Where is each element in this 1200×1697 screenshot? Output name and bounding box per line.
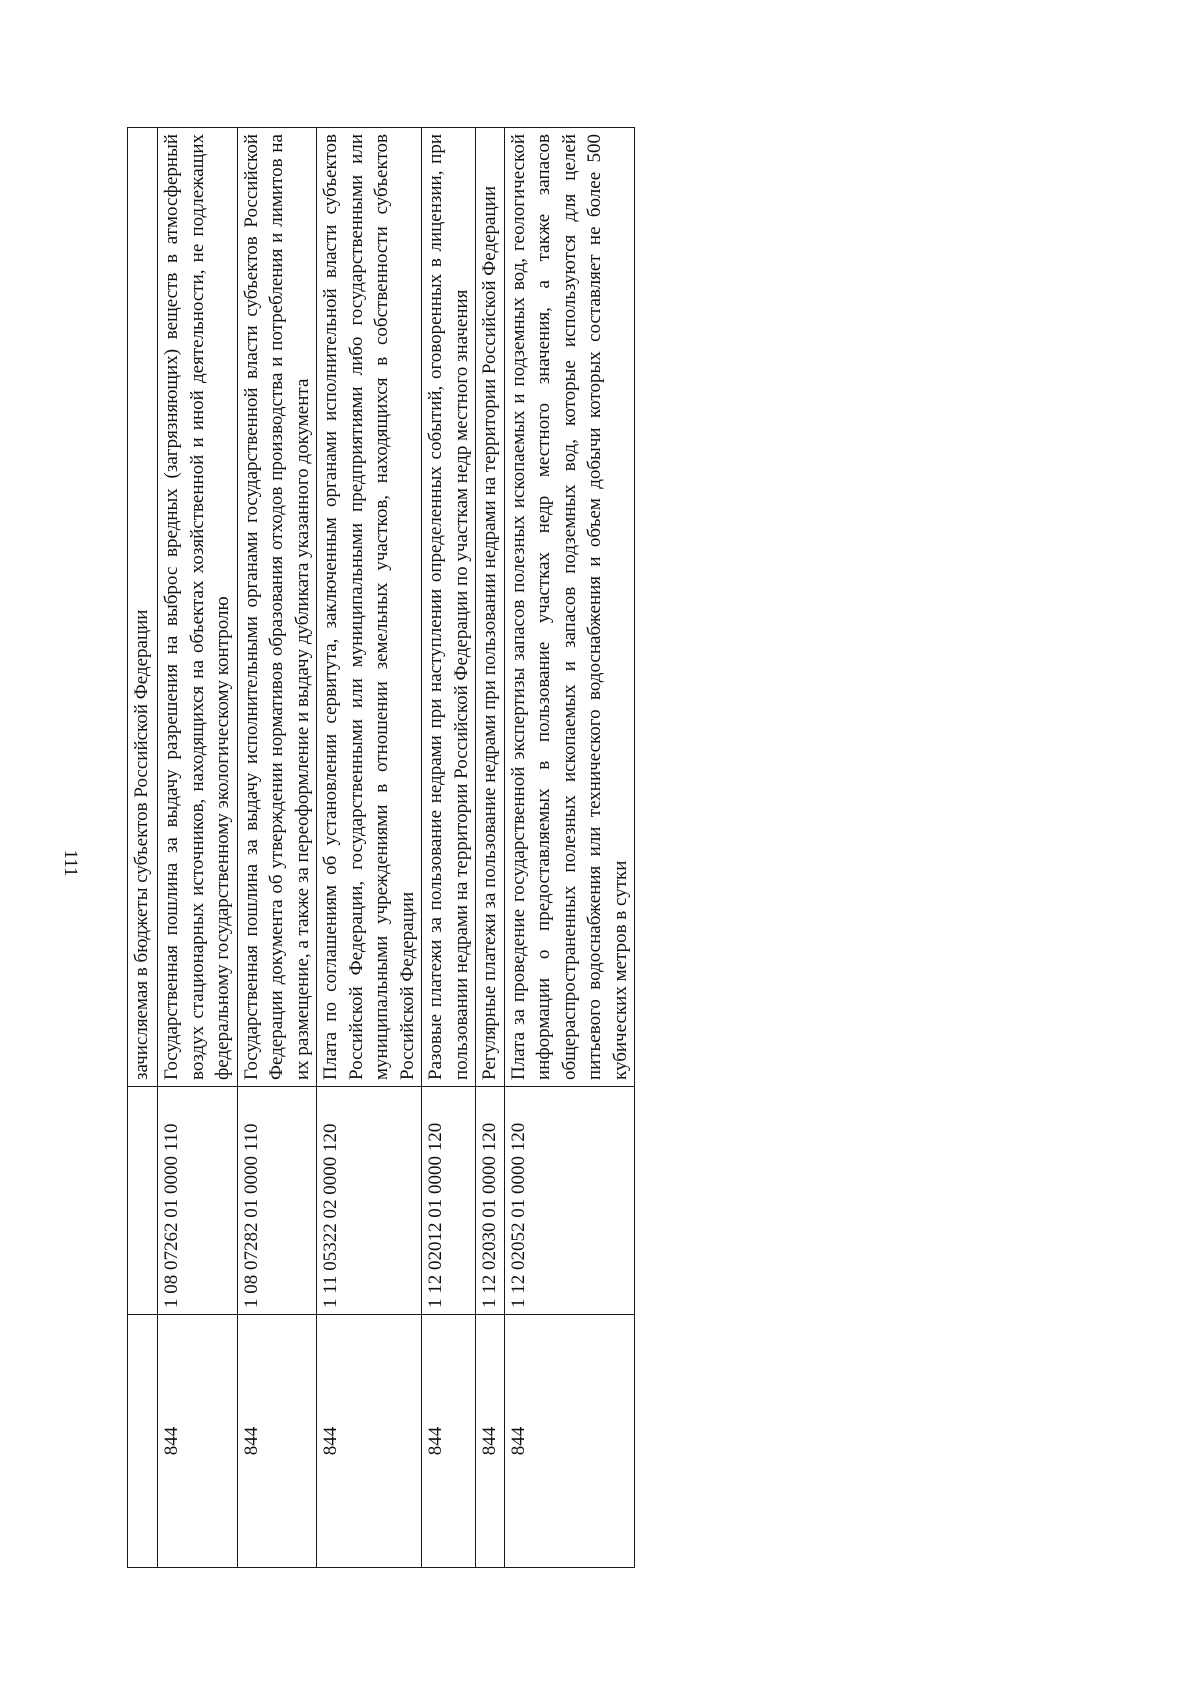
income-name-cell: Регулярные платежи за пользование недрами при пользовании недрами на территории Российской Федерации — [476, 128, 505, 1087]
income-name-cell: Плата по соглашениям об установлении сервитута, заключенным органами исполнительной власти субъектов Российской Федерации, государственными или муниципальными предприятиями либо государственными или муниципальными учреждениями в отношении земельных участков, находящихся в собственности субъектов Российской Федерации — [317, 128, 422, 1087]
admin-code-cell: 844 — [504, 1315, 635, 1568]
income-name-cell: Разовые платежи за пользование недрами при наступлении определенных событий, оговоренных в лицензии, при пользовании недрами на территории Российской Федерации по участкам недр местного значения — [422, 128, 476, 1087]
code-cell-empty — [128, 1087, 158, 1315]
table-row — [317, 128, 422, 1568]
table-row — [158, 128, 238, 1568]
budget-code-cell: 1 11 05322 02 0000 120 — [317, 1087, 422, 1315]
income-name-cell: Государственная пошлина за выдачу разрешения на выброс вредных (загрязняющих) веществ в атмосферный воздух стационарных источников, находящихся на объектах хозяйственной и иной деятельности, не подлежащих федеральному государственному экологическому контролю — [158, 128, 238, 1087]
admin-code-cell: 844 — [158, 1315, 238, 1568]
table-row — [476, 128, 505, 1568]
budget-code-cell: 1 12 02012 01 0000 120 — [422, 1087, 476, 1315]
budget-code-cell: 1 08 07282 01 0000 110 — [237, 1087, 317, 1315]
budget-codes-table — [127, 127, 635, 1568]
budget-code-cell: 1 12 02052 01 0000 120 — [504, 1087, 635, 1315]
rotated-table-container — [127, 128, 1072, 1568]
admin-code-cell: 844 — [422, 1315, 476, 1568]
income-name-cell: Государственная пошлина за выдачу исполнительными органами государственной власти субъектов Российской Федерации документа об утверждении нормативов образования отходов производства и потребления и лимитов на их размещение, а также за переоформление и выдачу дубликата указанного документа — [237, 128, 317, 1087]
income-name-cell: Плата за проведение государственной экспертизы запасов полезных ископаемых и подземных вод, геологической информации о предоставляемых в пользование участках недр местного значения, а также запасов общераспространенных полезных ископаемых и запасов подземных вод, которые используются для целей питьевого водоснабжения или технического водоснабжения и объем добычи которых составляет не более 500 кубических метров в сутки — [504, 128, 635, 1087]
table-row — [237, 128, 317, 1568]
table-row-continuation — [128, 128, 158, 1568]
table-row — [422, 128, 476, 1568]
page-number: 111 — [60, 849, 81, 877]
table-row — [504, 128, 635, 1568]
name-cell-continuation: зачисляемая в бюджеты субъектов Российской Федерации — [128, 128, 158, 1087]
table-body — [128, 128, 635, 1568]
admin-code-cell: 844 — [317, 1315, 422, 1568]
budget-code-cell: 1 08 07262 01 0000 110 — [158, 1087, 238, 1315]
budget-code-cell: 1 12 02030 01 0000 120 — [476, 1087, 505, 1315]
admin-code-cell: 844 — [476, 1315, 505, 1568]
admin-code-cell: 844 — [237, 1315, 317, 1568]
admin-cell-empty — [128, 1315, 158, 1568]
